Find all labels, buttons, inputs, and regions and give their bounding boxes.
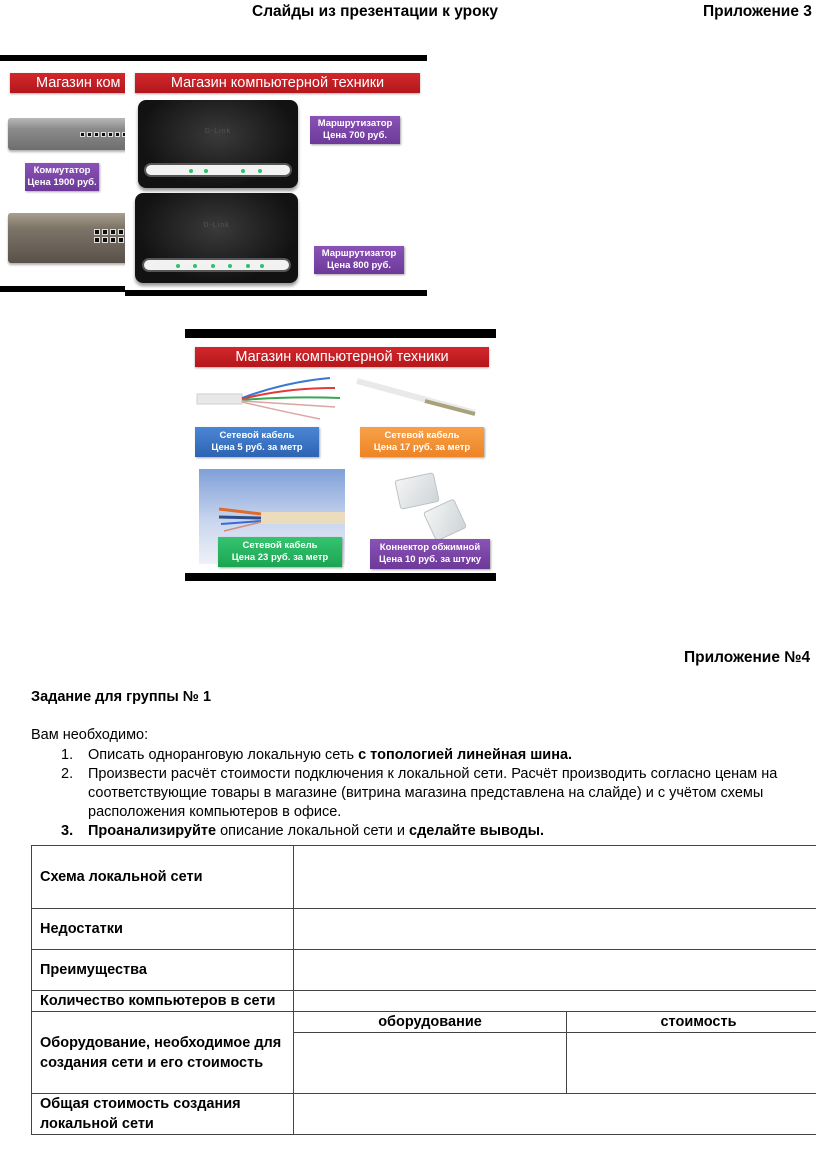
item-price: Цена 17 руб. за метр [373, 442, 471, 453]
item-price: Цена 1900 руб. [27, 177, 97, 188]
row-label: Количество компьютеров в сети [32, 991, 294, 1012]
price-badge-connector [370, 539, 490, 569]
total-cost-input-cell[interactable] [294, 1094, 816, 1135]
slide-border-top [185, 329, 496, 338]
slide-border-top [0, 55, 128, 61]
store-banner [195, 347, 489, 367]
price-badge-cable-23 [218, 537, 342, 567]
store-banner-text: Магазин компьютерной техники [170, 75, 385, 91]
task-number: 1. [61, 747, 74, 763]
table-row [32, 1094, 816, 1135]
row-label: Схема локальной сети [32, 846, 294, 909]
task-emphasis: Проанализируйте [88, 823, 217, 839]
price-badge-cable-5 [195, 427, 319, 457]
appendix-4-label: Приложение №4 [684, 649, 811, 666]
switch-image-16port [8, 213, 128, 263]
store-banner-text: Магазин компьютерной техники [235, 349, 449, 365]
task-emphasis: сделайте выводы. [409, 823, 545, 839]
item-name: Сетевой кабель [242, 540, 318, 551]
switch-image-8port [8, 118, 128, 150]
task-intro: Вам необходимо: [31, 727, 149, 743]
task-item-1 [61, 746, 808, 765]
appendix-3-label: Приложение 3 [703, 3, 812, 20]
equipment-input-cell[interactable] [294, 1033, 567, 1094]
table-row [32, 846, 816, 909]
item-name: Коннектор обжимной [379, 542, 481, 553]
task-text: Описать одноранговую локальную сеть [88, 747, 359, 763]
item-name: Маршрутизатор [317, 118, 393, 129]
row-label: Недостатки [32, 909, 294, 950]
price-badge-switch [25, 163, 99, 191]
price-badge-router-700 [310, 116, 400, 144]
computer-count-input-cell[interactable] [294, 991, 816, 1012]
page-title: Слайды из презентации к уроку [252, 3, 498, 20]
task-title: Задание для группы № 1 [31, 689, 212, 705]
item-price: Цена 700 руб. [323, 130, 387, 141]
slide-routers [125, 55, 427, 300]
slide-switches-partial [0, 55, 128, 297]
network-form-table [31, 845, 816, 1135]
item-price: Цена 5 руб. за метр [211, 442, 303, 453]
price-badge-router-800 [314, 246, 404, 274]
item-name: Сетевой кабель [384, 430, 460, 441]
task-number: 2. [61, 766, 74, 782]
task-emphasis: с топологией линейная шина. [358, 747, 573, 763]
task-item-2 [61, 765, 808, 822]
table-row [32, 991, 816, 1012]
table-row [32, 909, 816, 950]
task-text: Произвести расчёт стоимости подключения к локальной сети. Расчёт производить согласно ценам на соответствующие товары в магазине (витрина магазина представлена на слайде) и с учётом схемы расположения компьютеров в офисе. [88, 766, 778, 820]
store-banner-cropped [10, 73, 128, 93]
slide-border-bottom [185, 573, 496, 581]
task-list [61, 746, 808, 841]
item-price: Цена 800 руб. [327, 260, 391, 271]
cost-input-cell[interactable] [567, 1033, 816, 1094]
slide-border-top [125, 55, 427, 61]
router-image-1 [138, 100, 298, 188]
item-name: Сетевой кабель [219, 430, 295, 441]
item-price: Цена 23 руб. за метр [231, 552, 329, 563]
slide-border-bottom [0, 286, 128, 292]
cable-image-ftp [355, 377, 485, 422]
router-image-2 [135, 193, 298, 283]
store-banner [135, 73, 420, 93]
connector-image-2 [423, 498, 467, 541]
task-item-3 [61, 822, 808, 841]
connector-image-1 [394, 472, 439, 510]
price-badge-cable-17 [360, 427, 484, 457]
table-row [32, 1012, 816, 1033]
item-name: Коммутатор [33, 165, 91, 176]
router-logo: D-Link [204, 128, 232, 136]
row-label: Общая стоимость создания локальной сети [32, 1094, 294, 1135]
slide-border-bottom [125, 290, 427, 296]
item-price: Цена 10 руб. за штуку [379, 554, 481, 565]
subheader-equipment: оборудование [294, 1012, 567, 1033]
item-name: Маршрутизатор [321, 248, 397, 259]
store-banner-text: Магазин ком [36, 75, 121, 91]
subheader-cost: стоимость [567, 1012, 816, 1033]
slide-cables [185, 329, 496, 581]
advantages-input-cell[interactable] [294, 950, 816, 991]
scheme-input-cell[interactable] [294, 846, 816, 909]
row-label: Оборудование, необходимое для создания сети и его стоимость [32, 1012, 294, 1094]
table-row [32, 950, 816, 991]
disadvantages-input-cell[interactable] [294, 909, 816, 950]
task-number: 3. [61, 823, 74, 839]
cable-image-utp [195, 374, 345, 424]
row-label: Преимущества [32, 950, 294, 991]
router-logo: D-Link [203, 221, 230, 229]
task-text: описание локальной сети и [216, 823, 410, 839]
